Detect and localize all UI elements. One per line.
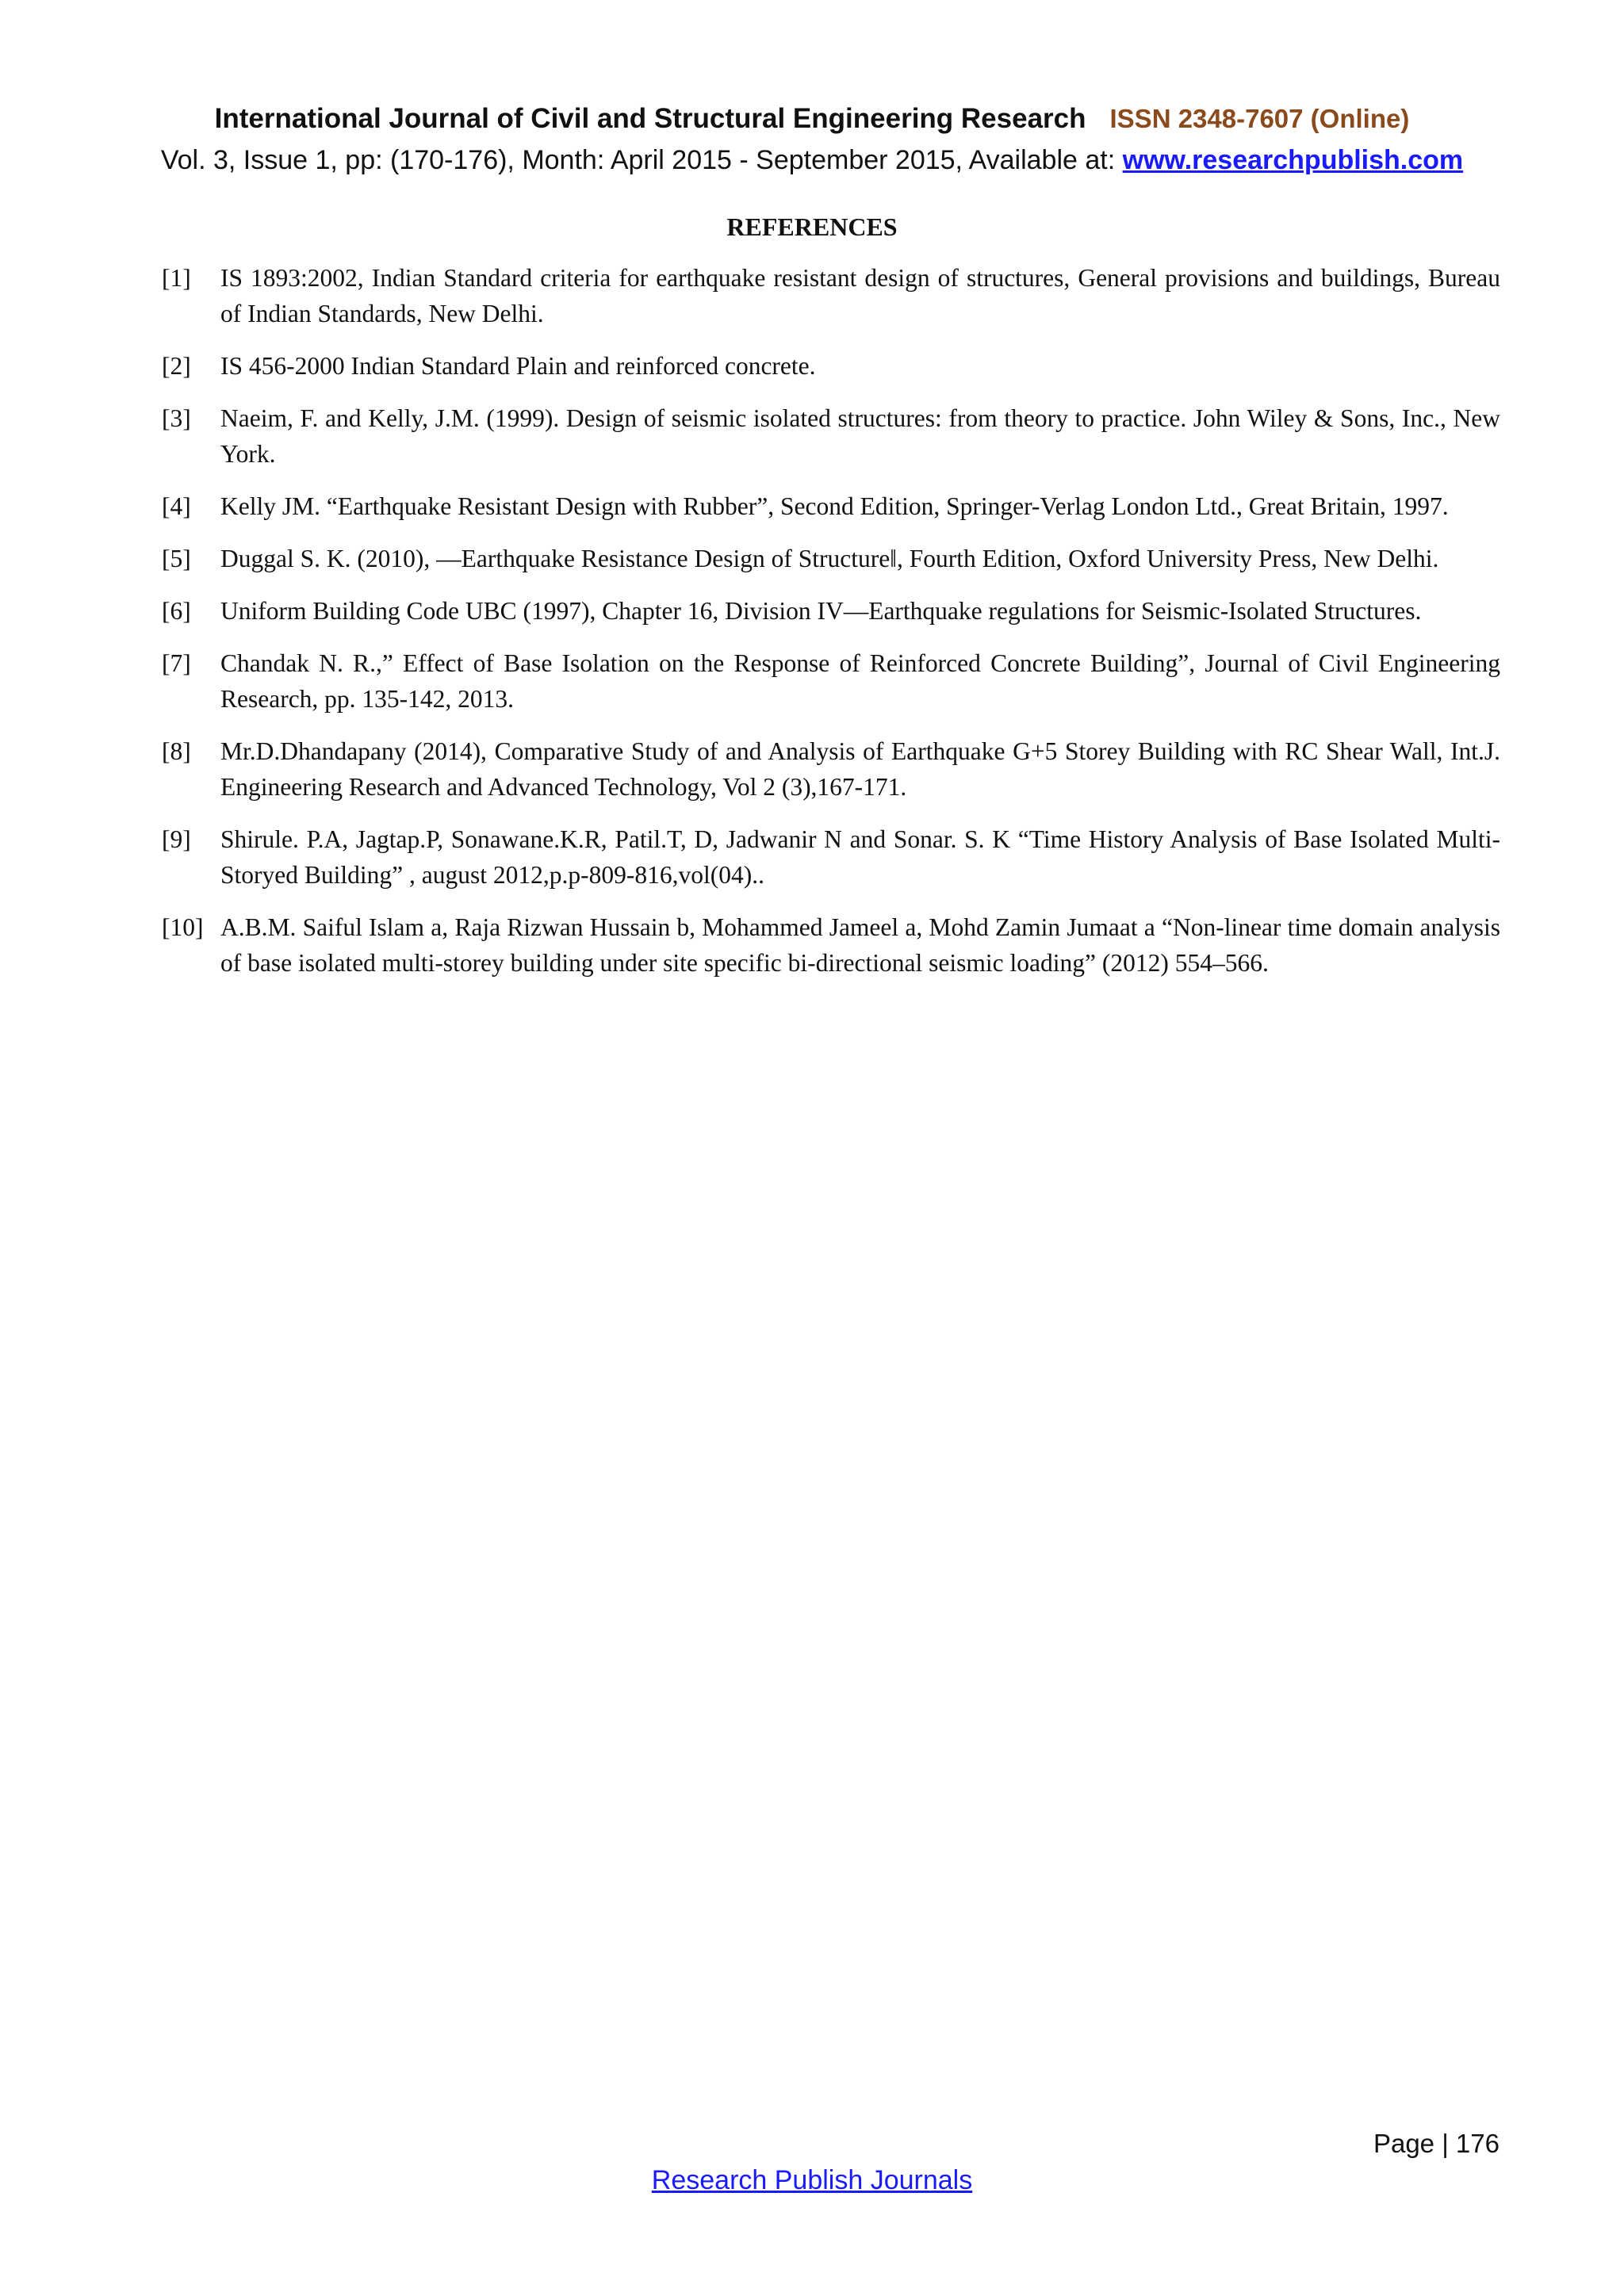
reference-text: Duggal S. K. (2010), ―Earthquake Resistance Design of Structure‖, Fourth Edition, Oxford University Press, New Delhi.: [220, 545, 1439, 572]
reference-text: Chandak N. R.,” Effect of Base Isolation on the Response of Reinforced Concrete Building”, Journal of Civil Engineering Research, pp. 135-142, 2013.: [220, 649, 1500, 713]
references-heading: REFERENCES: [726, 212, 898, 241]
reference-text: Uniform Building Code UBC (1997), Chapter 16, Division IV—Earthquake regulations for Seismic-Isolated Structures.: [220, 597, 1422, 625]
reference-list: [162, 260, 1500, 997]
reference-number: [5]: [162, 545, 191, 572]
reference-number: [9]: [162, 825, 191, 853]
journal-header: [0, 98, 1624, 181]
reference-item: [162, 909, 1500, 981]
reference-item: [162, 260, 1500, 331]
issn-label: ISSN 2348-7607 (Online): [1109, 104, 1410, 133]
journal-title: International Journal of Civil and Structural Engineering Research: [214, 103, 1086, 134]
reference-number: [8]: [162, 737, 191, 765]
reference-text: IS 456-2000 Indian Standard Plain and reinforced concrete.: [220, 352, 816, 380]
page-number: Page | 176: [1373, 2129, 1500, 2158]
reference-item: [162, 821, 1500, 893]
website-link[interactable]: www.researchpublish.com: [1122, 145, 1464, 175]
reference-text: A.B.M. Saiful Islam a, Raja Rizwan Hussain b, Mohammed Jameel a, Mohd Zamin Jumaat a “Non-linear time domain analysis of base isolated multi-storey building under site specific bi-directional seismic loading” (2012) 554–566.: [220, 913, 1500, 977]
reference-number: [1]: [162, 264, 191, 292]
reference-item: [162, 348, 1500, 384]
reference-item: [162, 593, 1500, 629]
reference-number: [7]: [162, 649, 191, 677]
reference-number: [10]: [162, 913, 204, 941]
reference-text: Mr.D.Dhandapany (2014), Comparative Study of and Analysis of Earthquake G+5 Storey Building with RC Shear Wall, Int.J. Engineering Research and Advanced Technology, Vol 2 (3),167-171.: [220, 737, 1500, 801]
reference-text: IS 1893:2002, Indian Standard criteria for earthquake resistant design of structures, General provisions and buildings, Bureau of Indian Standards, New Delhi.: [220, 264, 1500, 327]
reference-number: [2]: [162, 352, 191, 380]
reference-item: [162, 541, 1500, 576]
issue-info: Vol. 3, Issue 1, pp: (170-176), Month: April 2015 - September 2015, Available at:: [160, 145, 1123, 175]
reference-item: [162, 400, 1500, 472]
reference-item: [162, 645, 1500, 717]
reference-item: [162, 488, 1500, 524]
reference-text: Shirule. P.A, Jagtap.P, Sonawane.K.R, Patil.T, D, Jadwanir N and Sonar. S. K “Time History Analysis of Base Isolated Multi-Storyed Building” , august 2012,p.p-809-816,vol(04)..: [220, 825, 1500, 889]
reference-text: Kelly JM. “Earthquake Resistant Design with Rubber”, Second Edition, Springer-Verlag London Ltd., Great Britain, 1997.: [220, 492, 1449, 520]
reference-text: Naeim, F. and Kelly, J.M. (1999). Design of seismic isolated structures: from theory to practice. John Wiley & Sons, Inc., New York.: [220, 404, 1500, 468]
issue-info-line: [0, 140, 1624, 181]
footer: [0, 2165, 1624, 2196]
reference-number: [4]: [162, 492, 191, 520]
reference-number: [3]: [162, 404, 191, 432]
reference-item: [162, 733, 1500, 805]
publisher-link[interactable]: Research Publish Journals: [651, 2165, 973, 2195]
reference-number: [6]: [162, 597, 191, 625]
header-title-line: [0, 98, 1624, 140]
